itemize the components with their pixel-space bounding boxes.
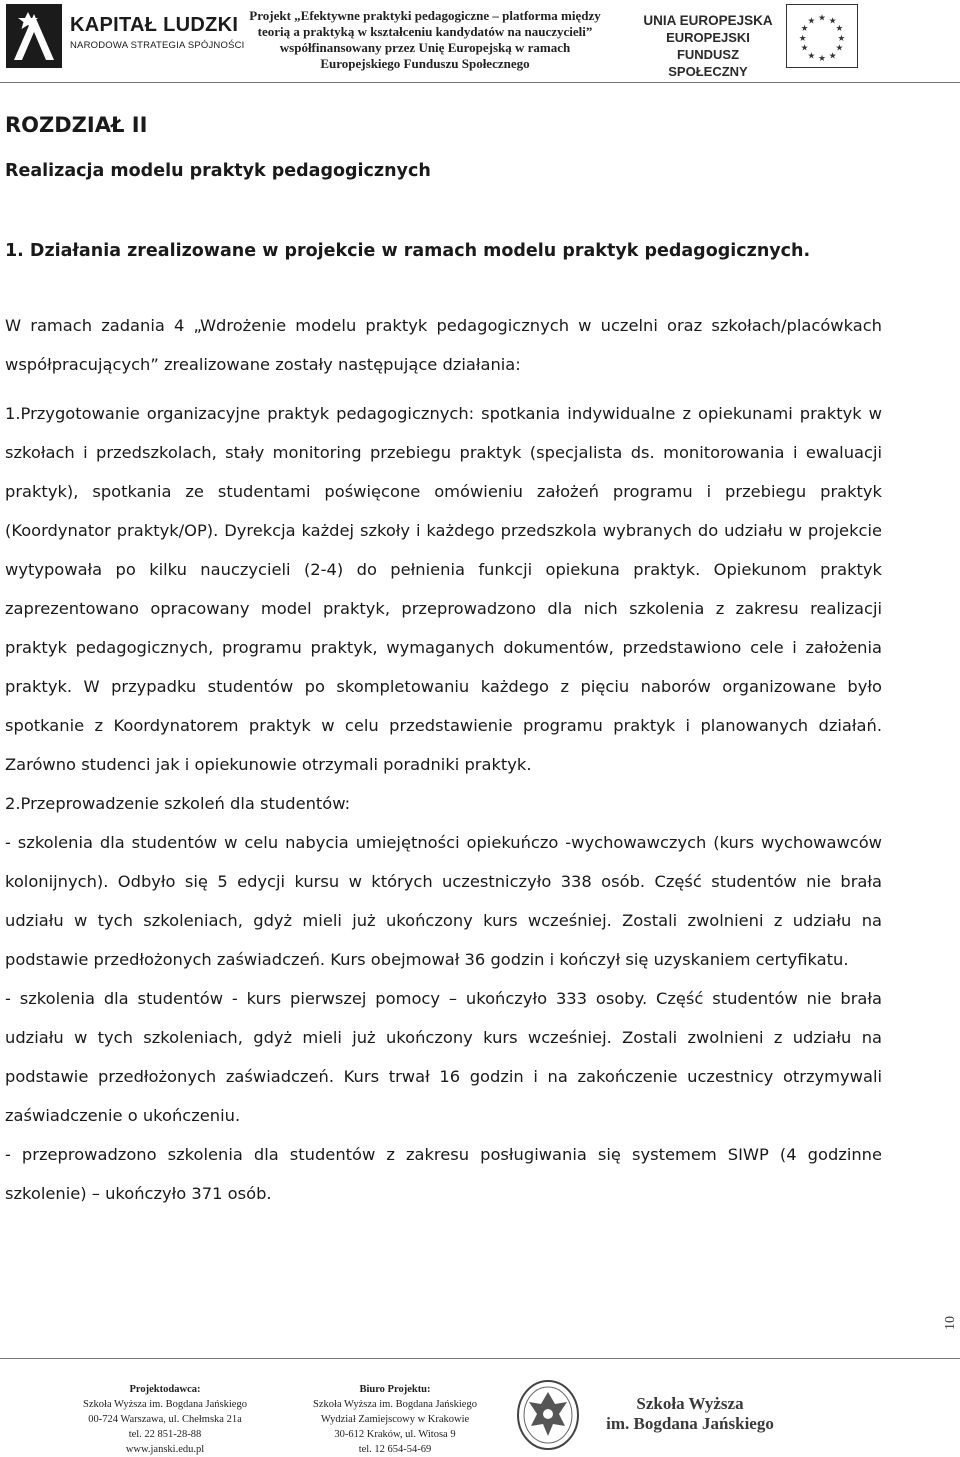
- page-header: [0, 0, 960, 82]
- footer-project-office: [300, 1382, 490, 1457]
- svg-text:★: ★: [818, 13, 826, 24]
- paragraph: - szkolenia dla studentów w celu nabycia umiejętności opiekuńczo -wychowawczych (kurs wychowawców kolonijnych). Odbyło się 5 edycji kursu w których uczestniczyło 338 osób. Część studentów nie brała udziału w tych szkoleniach, gdyż mieli już ukończony kurs wcześniej. Zostali zwolnieni z udziału na podstawie przedłożonych zaświadczeń. Kurs obejmował 36 godzin i kończył się uzyskaniem certyfikatu.: [5, 833, 882, 969]
- project-description: [240, 8, 610, 72]
- footer-heading: Projektodawca:: [129, 1384, 201, 1395]
- school-crest-icon: [515, 1378, 581, 1452]
- svg-text:★: ★: [835, 43, 844, 54]
- school-logo-text: [600, 1394, 780, 1434]
- eu-line: FUNDUSZ SPOŁECZNY: [668, 47, 748, 79]
- header-divider: [0, 82, 960, 83]
- paragraph: W ramach zadania 4 „Wdrożenie modelu praktyk pedagogicznych w uczelni oraz szkołach/placówkach współpracujących” zrealizowane zostały następujące działania:: [5, 316, 882, 374]
- page-number: 10: [943, 1316, 958, 1330]
- footer-heading: Biuro Projektu:: [359, 1384, 431, 1395]
- svg-text:★: ★: [798, 33, 807, 44]
- footer-line: Szkoła Wyższa im. Bogdana Jańskiego: [83, 1399, 247, 1410]
- project-line: Europejskiego Funduszu Społecznego: [320, 56, 530, 71]
- kapital-ludzki-text: [70, 14, 245, 52]
- project-line: teorią a praktyką w kształceniu kandydatów na nauczycieli”: [257, 24, 593, 39]
- school-name-line: im. Bogdana Jańskiego: [606, 1414, 774, 1433]
- eu-fund-text: [636, 12, 780, 80]
- svg-text:★: ★: [828, 51, 837, 62]
- footer-line: Wydział Zamiejscowy w Krakowie: [320, 1414, 470, 1425]
- document-body: [5, 110, 882, 1213]
- kapital-ludzki-logo: [6, 4, 62, 68]
- footer-divider: [0, 1358, 960, 1359]
- chapter-subtitle: Realizacja modelu praktyk pedagogicznych: [5, 161, 431, 181]
- footer-line: 00-724 Warszawa, ul. Chełmska 21a: [88, 1414, 242, 1425]
- footer-line: Szkoła Wyższa im. Bogdana Jańskiego: [313, 1399, 477, 1410]
- page-footer: [0, 1366, 960, 1455]
- eu-line: EUROPEJSKI: [666, 30, 750, 45]
- footer-line: tel. 12 654-54-69: [358, 1444, 432, 1455]
- project-line: Projekt „Efektywne praktyki pedagogiczne – platforma między: [249, 8, 601, 23]
- school-name-line: Szkoła Wyższa: [636, 1394, 744, 1413]
- svg-text:★: ★: [807, 51, 816, 62]
- svg-text:★: ★: [800, 24, 809, 35]
- svg-text:★: ★: [828, 16, 837, 27]
- footer-applicant: [70, 1382, 260, 1457]
- paragraph: 2.Przeprowadzenie szkoleń dla studentów:: [5, 794, 351, 813]
- svg-text:★: ★: [837, 33, 846, 44]
- chapter-heading: ROZDZIAŁ II: [5, 113, 148, 137]
- footer-line: 30-612 Kraków, ul. Witosa 9: [334, 1429, 456, 1440]
- footer-line: tel. 22 851-28-88: [128, 1429, 202, 1440]
- footer-line: www.janski.edu.pl: [125, 1444, 205, 1455]
- svg-text:★: ★: [800, 43, 809, 54]
- project-line: współfinansowany przez Unię Europejską w ramach: [279, 40, 571, 55]
- paragraph: 1.Przygotowanie organizacyjne praktyk pedagogicznych: spotkania indywidualne z opiekunami praktyk w szkołach i przedszkolach, stały monitoring przebiegu praktyk (specjalista ds. monitorowania i ewaluacji praktyk), spotkania ze studentami poświęcone omówieniu założeń programu i przebiegu praktyk (Koordynator praktyk/OP). Dyrekcja każdej szkoły i każdego przedszkola wybranych do udziału w projekcie wytypowała po kilku nauczycieli (2-4) do pełnienia funkcji opiekuna praktyk. Opiekunom praktyk zaprezentowano opracowany model praktyk, przeprowadzono dla nich szkolenia z zakresu realizacji praktyk pedagogicznych, programu praktyk, wymaganych dokumentów, przedstawiono cele i założenia praktyk. W przypadku studentów po skompletowaniu każdego z pięciu naborów organizowane było spotkanie z Koordynatorem praktyk w celu przedstawienie programu praktyk i planowanych działań. Zarówno studenci jak i opiekunowie otrzymali poradniki praktyk.: [5, 404, 882, 774]
- paragraph: - przeprowadzono szkolenia dla studentów z zakresu posługiwania się systemem SIWP (4 godzinne szkolenie) – ukończyło 371 osób.: [5, 1145, 882, 1203]
- paragraph: - szkolenia dla studentów - kurs pierwszej pomocy – ukończyło 333 osoby. Część studentów nie brała udziału w tych szkoleniach, gdyż mieli już ukończony kurs wcześniej. Zostali zwolnieni z udziału na podstawie przedłożonych zaświadczeń. Kurs trwał 16 godzin i na zakończenie uczestnicy otrzymywali zaświadczenie o ukończeniu.: [5, 989, 882, 1125]
- svg-text:★: ★: [807, 16, 816, 27]
- svg-text:★: ★: [835, 24, 844, 35]
- section-heading: 1. Działania zrealizowane w projekcie w ramach modelu praktyk pedagogicznych.: [5, 241, 811, 261]
- kapital-ludzki-title: KAPITAŁ LUDZKI: [70, 14, 239, 36]
- kapital-ludzki-subtitle: NARODOWA STRATEGIA SPÓJNOŚCI: [70, 40, 245, 51]
- svg-text:★: ★: [818, 54, 826, 65]
- eu-line: UNIA EUROPEJSKA: [643, 13, 773, 28]
- eu-flag-icon: [786, 4, 858, 68]
